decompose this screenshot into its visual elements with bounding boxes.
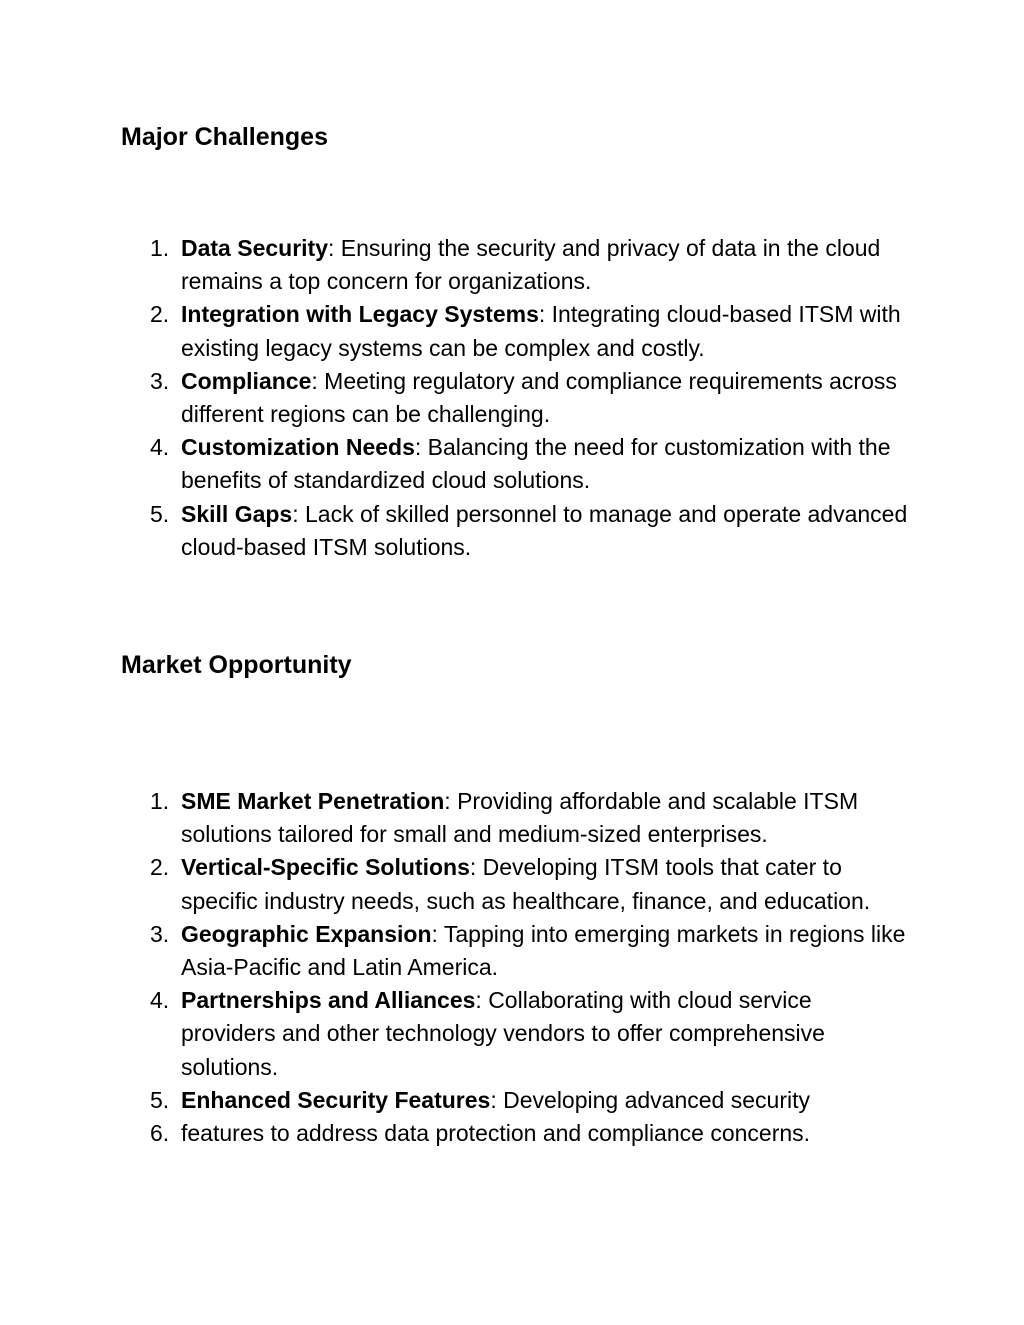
item-term: Skill Gaps bbox=[181, 500, 293, 527]
list-item bbox=[0, 1117, 911, 1150]
item-term: Enhanced Security Features bbox=[181, 1086, 491, 1113]
list-number: 5. bbox=[150, 1086, 170, 1113]
item-term: Integration with Legacy Systems bbox=[181, 301, 539, 328]
section-heading-market-opportunity: Market Opportunity bbox=[121, 651, 352, 679]
item-term: Partnerships and Alliances bbox=[181, 987, 476, 1014]
item-term: SME Market Penetration bbox=[181, 788, 445, 814]
item-term: Geographic Expansion bbox=[181, 920, 432, 947]
list-item bbox=[0, 1084, 911, 1117]
list-number: 1. bbox=[150, 235, 170, 261]
list-number: 2. bbox=[150, 854, 170, 881]
item-description: : Meeting regulatory and compliance requirements across different regions can be challenging. bbox=[181, 367, 897, 428]
item-description: : Tapping into emerging markets in regions like Asia-Pacific and Latin America. bbox=[181, 920, 906, 981]
item-description: : Providing affordable and scalable ITSM solutions tailored for small and medium-sized enterprises. bbox=[181, 788, 859, 848]
list-number: 4. bbox=[150, 434, 170, 461]
list-item bbox=[0, 232, 911, 298]
list-number: 5. bbox=[150, 500, 170, 527]
list-number: 3. bbox=[150, 367, 170, 394]
item-description: : Developing ITSM tools that cater to specific industry needs, such as healthcare, finance, and education. bbox=[181, 854, 871, 914]
list-item bbox=[0, 431, 911, 497]
item-description: : Developing advanced security bbox=[490, 1086, 810, 1113]
item-description: : Balancing the need for customization with the benefits of standardized cloud solutions. bbox=[181, 434, 891, 494]
list-item bbox=[0, 498, 911, 564]
list-item bbox=[0, 298, 911, 364]
item-term: Data Security bbox=[181, 235, 329, 261]
list-item bbox=[0, 785, 911, 851]
list-item bbox=[0, 918, 911, 984]
section-heading-major-challenges: Major Challenges bbox=[121, 123, 328, 151]
item-description: features to address data protection and compliance concerns. bbox=[181, 1120, 811, 1147]
item-term: Customization Needs bbox=[181, 434, 415, 461]
item-description: : Collaborating with cloud service providers and other technology vendors to offer comprehensive solutions. bbox=[181, 987, 825, 1080]
challenges-list bbox=[0, 232, 911, 564]
opportunity-list bbox=[0, 785, 911, 1150]
list-number: 4. bbox=[150, 987, 170, 1014]
item-term: Vertical-Specific Solutions bbox=[181, 854, 470, 881]
list-number: 6. bbox=[150, 1120, 170, 1147]
list-item bbox=[0, 984, 911, 1084]
item-term: Compliance bbox=[181, 367, 312, 394]
list-item bbox=[0, 365, 911, 431]
list-item bbox=[0, 851, 911, 917]
item-description: : Integrating cloud-based ITSM with existing legacy systems can be complex and costly. bbox=[181, 301, 901, 361]
list-number: 1. bbox=[150, 788, 170, 814]
item-description: : Lack of skilled personnel to manage and operate advanced cloud-based ITSM solutions. bbox=[181, 500, 908, 560]
list-number: 2. bbox=[150, 301, 170, 328]
item-description: : Ensuring the security and privacy of data in the cloud remains a top concern for organizations. bbox=[181, 235, 881, 295]
list-number: 3. bbox=[150, 920, 170, 947]
